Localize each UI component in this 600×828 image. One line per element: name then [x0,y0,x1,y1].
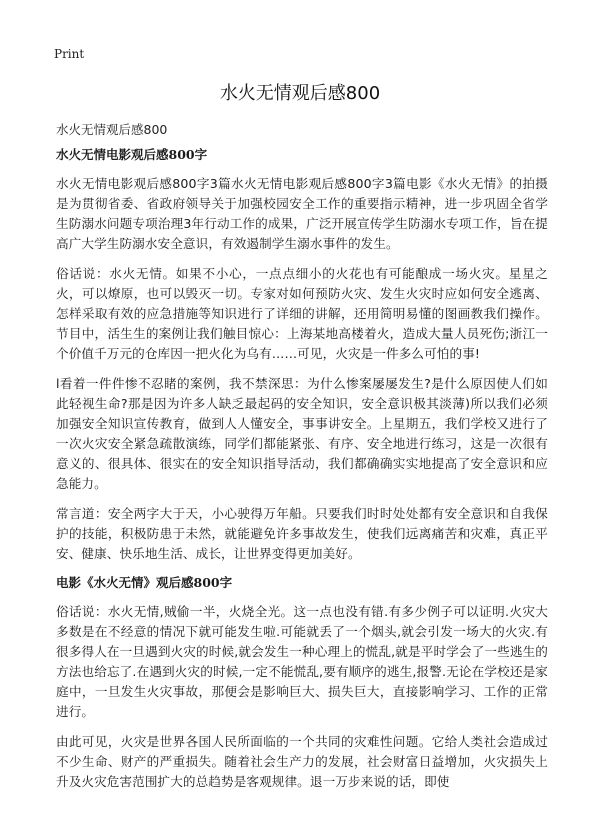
paragraph: 由此可见，火灾是世界各国人民所面临的一个共同的灾难性问题。它给人类社会造成过不少生命、财产的严重损失。随着社会生产力的发展，社会财富日益增加，火灾损失上升及火灾危害范围扩大的总趋势是客观规律。退一万步来说的话，即使 [56,734,548,789]
document-subtitle: 水火无情观后感800 [56,122,168,137]
paragraph: 常言道：安全两字大于天，小心驶得万年船。只要我们时时处处都有安全意识和自我保护的技能，积极防患于未然，就能避免许多事故发生，使我们远离痛苦和灾难，真正平安、健康、快乐地生活、成长，让世界变得更加美好。 [56,506,548,561]
section-heading: 电影《水火无情》观后感800字 [56,575,233,590]
paragraph: 俗话说：水火无情。如果不小心，一点点细小的火花也有可能酿成一场火灾。星星之火，可以燎原，也可以毁灭一切。专家对如何预防火灾、发生火灾时应如何安全逃离、怎样采取有效的应急措施等知识进行了详细的讲解，还用简明易懂的图画教我们操作。节目中，活生生的案例让我们触目惊心：上海某地高楼着火，造成大量人员死伤;浙江一个价值千万元的仓库因一把火化为乌有……可见，火灾是一件多么可怕的事! [56,266,548,361]
page-title: 水火无情观后感800 [219,83,381,104]
section-heading: 水火无情电影观后感800字 [56,147,208,162]
paragraph: l看着一件件惨不忍睹的案例，我不禁深思：为什么惨案屡屡发生?是什么原因使人们如此轻视生命?那是因为许多人缺乏最起码的安全知识，安全意识极其淡薄)所以我们必须加强安全知识宣传教育，做到人人懂安全，事事讲安全。上星期五，我们学校又进行了一次火灾安全紧急疏散演练，同学们都能紧张、有序、安全地进行练习，这是一次很有意义的、很具体、很实在的安全知识指导活动，我们都确确实实地提高了安全意识和应急能力。 [56,376,548,491]
paragraph: 俗话说：水火无情,贼偷一半，火烧全光。这一点也没有错.有多少例子可以证明.火灾大多数是在不经意的情况下就可能发生啦.可能就丢了一个烟头,就会引发一场大的火灾.有很多得人在一旦遇到火灾的时候,就会发生一种心理上的慌乱,就是平时学会了一些逃生的方法也给忘了.在遇到火灾的时候,一定不能慌乱,要有顺序的逃生,报警.无论在学校还是家庭中，一旦发生火灾事故，那便会是影响巨大、损失巨大，直接影响学习、工作的正常进行。 [56,604,548,719]
print-link[interactable]: Print [54,47,85,61]
paragraph: 水火无情电影观后感800字3篇水火无情电影观后感800字3篇电影《水火无情》的拍摄是为贯彻省委、省政府领导关于加强校园安全工作的重要指示精神，进一步巩固全省学生防溺水问题专项治理3年行动工作的成果，广泛开展宣传学生防溺水专项工作，旨在提高广大学生防溺水安全意识，有效遏制学生溺水事件的发生。 [56,176,548,251]
document-body [56,146,548,802]
